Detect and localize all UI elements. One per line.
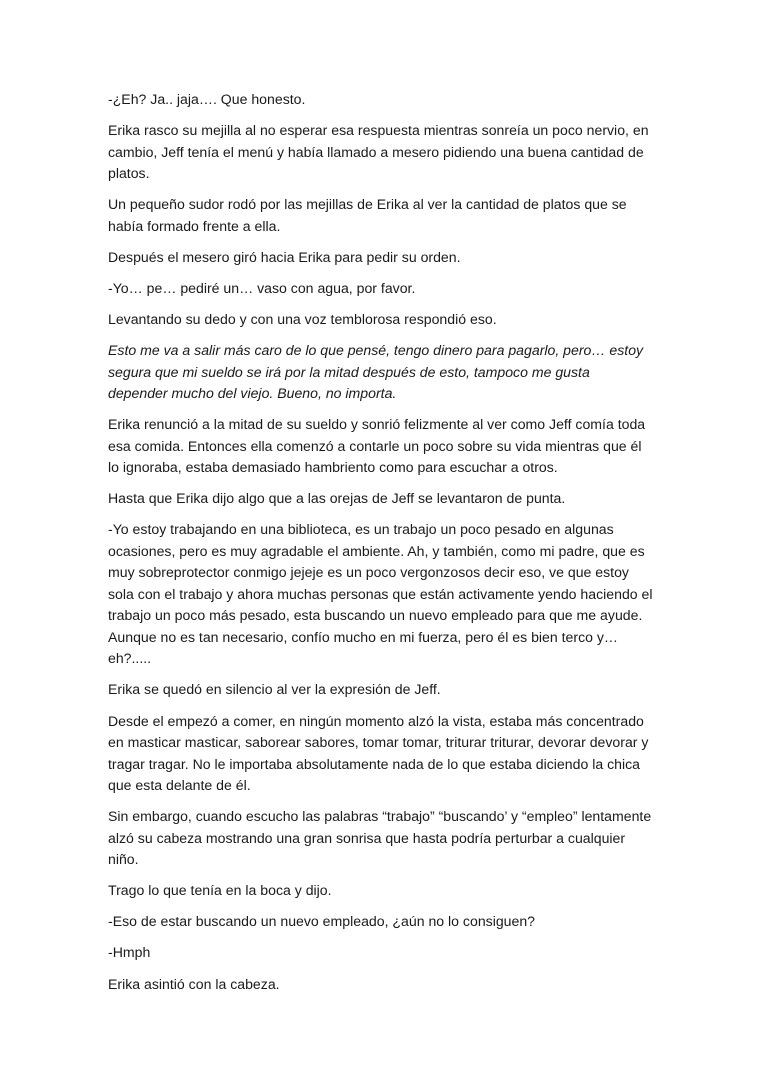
paragraph: -¿Eh? Ja.. jaja…. Que honesto. [108,91,306,107]
paragraph: Levantando su dedo y con una voz temblorosa respondió eso. [108,310,497,327]
paragraph: Sin embargo, cuando escucho las palabras “trabajo” “buscando’ y “empleo” lentamente alzó su cabeza mostrando una gran sonrisa que hasta podría perturbar a cualquier niño. [108,808,652,868]
paragraph: Erika renunció a la mitad de su sueldo y sonrió felizmente al ver como Jeff comía toda esa comida. Entonces ella comenzó a contarle un poco sobre su vida mientras que él lo ignoraba, estaba demasiado hambriento como para escuchar a otros. [108,416,646,476]
paragraph: -Yo… pe… pediré un… vaso con agua, por favor. [108,279,416,296]
paragraph: -Eso de estar buscando un nuevo empleado, ¿aún no lo consiguen? [108,913,536,930]
paragraph: Erika se quedó en silencio al ver la expresión de Jeff. [108,681,441,698]
paragraph: Hasta que Erika dijo algo que a las orejas de Jeff se levantaron de punta. [108,490,566,507]
paragraph: -Yo estoy trabajando en una biblioteca, es un trabajo un poco pesado en algunas ocasiones, pero es muy agradable el ambiente. Ah, y también, como mi padre, que es muy sobreprotector conmigo jejeje es un poco vergonzosos decir eso, ve que estoy sola con el trabajo y ahora muchas personas que están activamente yendo haciendo el trabajo un poco más pesado, esta buscando un nuevo empleado para que me ayude. Aunque no es tan necesario, confío mucho en mi fuerza, pero él es bien terco y… eh?..... [108,521,653,667]
paragraph: -Hmph [108,944,151,961]
document-body [108,89,653,1005]
paragraph: Trago lo que tenía en la boca y dijo. [108,882,332,899]
paragraph: Desde el empezó a comer, en ningún momento alzó la vista, estaba más concentrado en masticar masticar, saborear sabores, tomar tomar, triturar triturar, devorar devorar y tragar tragar. No le importaba absolutamente nada de lo que estaba diciendo la chica que esta delante de él. [108,712,649,794]
paragraph: Erika asintió con la cabeza. [108,975,280,992]
paragraph: Después el mesero giró hacia Erika para pedir su orden. [108,248,461,265]
italic-paragraph: Esto me va a salir más caro de lo que pensé, tengo dinero para pagarlo, pero… estoy segura que mi sueldo se irá por la mitad después de esto, tampoco me gusta depender mucho del viejo. Bueno, no importa. [108,342,644,402]
paragraph: Erika rasco su mejilla al no esperar esa respuesta mientras sonreía un poco nervio, en cambio, Jeff tenía el menú y había llamado a mesero pidiendo una buena cantidad de platos. [108,122,649,182]
paragraph: Un pequeño sudor rodó por las mejillas de Erika al ver la cantidad de platos que se había formado frente a ella. [108,196,627,234]
